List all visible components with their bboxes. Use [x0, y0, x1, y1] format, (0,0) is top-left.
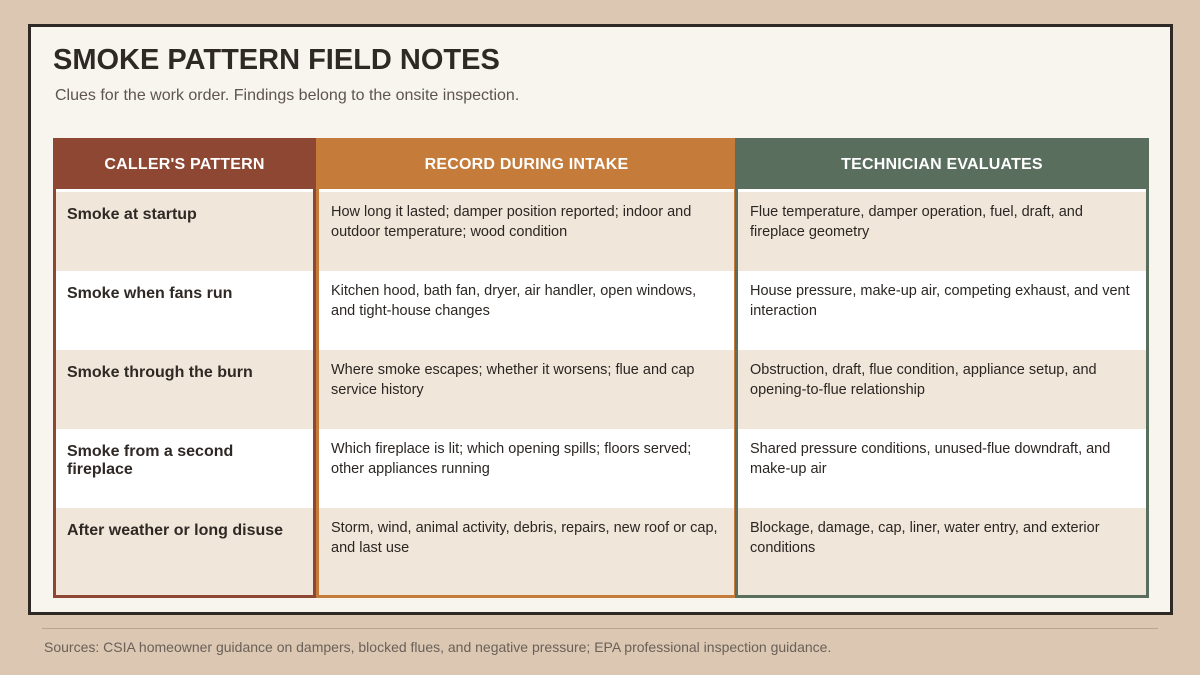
- table-cell-pattern: After weather or long disuse: [67, 522, 284, 539]
- table-cell-record: Where smoke escapes; whether it worsens; flue and cap service history: [331, 362, 695, 398]
- table-cell-pattern: Smoke when fans run: [56, 271, 313, 350]
- table-cell-record: Which fireplace is lit; which opening spills; floors served; other appliances running: [319, 429, 734, 508]
- column-technician-evaluates: [735, 138, 1149, 598]
- page-subtitle: Clues for the work order. Findings belong to the onsite inspection.: [55, 87, 520, 104]
- column-record-during-intake: [316, 138, 737, 598]
- column-callers-pattern: [53, 138, 316, 598]
- table-cell-pattern: Smoke at startup: [67, 206, 197, 223]
- table-cell-evaluate: Blockage, damage, cap, liner, water entry, and exterior conditions: [750, 520, 1100, 556]
- table-cell-pattern: Smoke from a second fireplace: [56, 429, 313, 508]
- table-cell-evaluate: Obstruction, draft, flue condition, appliance setup, and opening-to-flue relationship: [750, 362, 1097, 398]
- table-cell-evaluate: Shared pressure conditions, unused-flue downdraft, and make-up air: [738, 429, 1146, 508]
- page-title: SMOKE PATTERN FIELD NOTES: [53, 44, 500, 76]
- table-cell-record: Kitchen hood, bath fan, dryer, air handler, open windows, and tight-house changes: [319, 271, 734, 350]
- sources-note: Sources: CSIA homeowner guidance on dampers, blocked flues, and negative pressure; EPA professional inspection guidance.: [44, 639, 832, 655]
- column-header: CALLER'S PATTERN: [56, 141, 313, 192]
- column-header: RECORD DURING INTAKE: [319, 141, 734, 192]
- table-cell-record: Storm, wind, animal activity, debris, repairs, new roof or cap, and last use: [331, 520, 718, 556]
- table-cell-evaluate: House pressure, make-up air, competing exhaust, and vent interaction: [738, 271, 1146, 350]
- field-notes-card: [28, 24, 1173, 615]
- table-cell-pattern: Smoke through the burn: [67, 364, 253, 381]
- divider: [42, 628, 1158, 629]
- table-cell-evaluate: Flue temperature, damper operation, fuel, draft, and fireplace geometry: [750, 204, 1083, 240]
- table-cell-record: How long it lasted; damper position reported; indoor and outdoor temperature; wood condition: [331, 204, 692, 240]
- column-header: TECHNICIAN EVALUATES: [738, 141, 1146, 192]
